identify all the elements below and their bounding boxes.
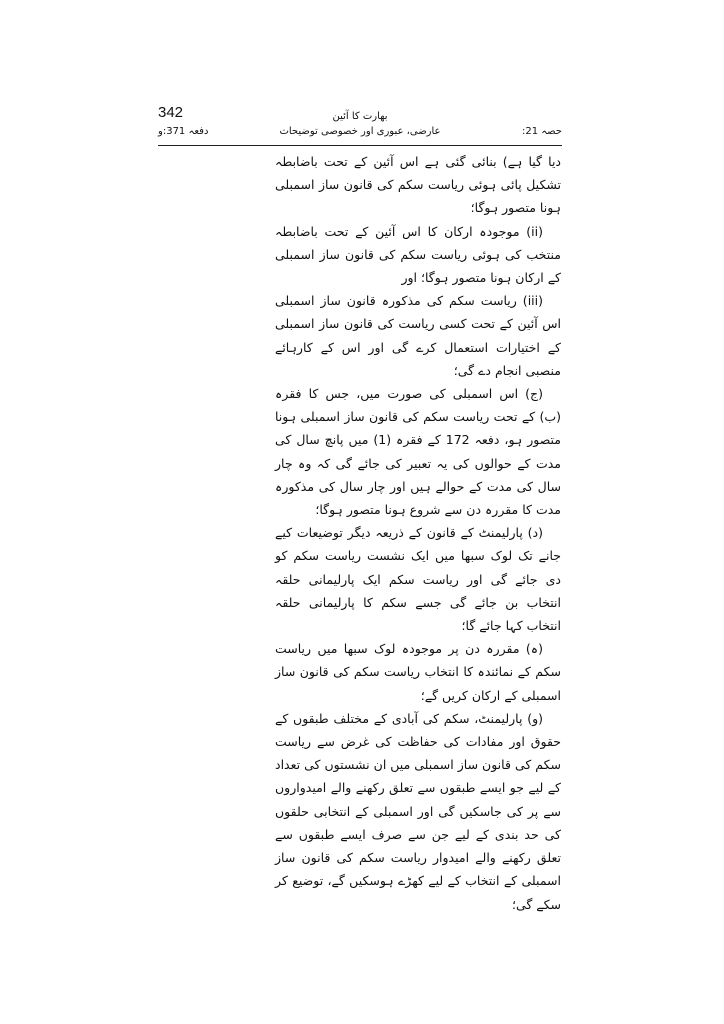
article-label: دفعہ 371:و (158, 126, 209, 137)
paragraph: (ii) موجودہ ارکان کا اس آئین کے تحت باضابطہ منتخب کی ہوئی ریاست سکم کی قانون ساز اسمبلی کے ارکان ہونا متصور ہوگا؛ اور (275, 223, 561, 286)
part-label: حصہ 21: (521, 126, 562, 137)
book-title: بھارت کا آئین (332, 111, 388, 122)
page-number: 342 (158, 104, 184, 121)
part-title: عارضی، عبوری اور خصوصی توضیحات (279, 126, 441, 137)
paragraph: (د) پارلیمنٹ کے قانون کے ذریعہ دیگر توضیعات کیے جانے تک لوک سبھا میں ایک نشست ریاست سکم کو دی جائے گی اور ریاست سکم ایک پارلیمانی حلقہ انتخاب بن جائے گی جسے سکم کا پارلیمانی حلقہ انتخاب کہا جائے گا؛ (275, 525, 561, 634)
header-divider (158, 145, 562, 146)
running-header (158, 126, 562, 144)
paragraph: (و) پارلیمنٹ، سکم کی آبادی کے مختلف طبقوں کے حقوق اور مفادات کی حفاظت کی غرض سے ریاست سکم کی قانون ساز اسمبلی میں ان نشستوں کی تعداد کے لیے جو ایسے طبقوں سے تعلق رکھنے والے امیدواروں سے پر کی جاسکیں گی اور اسمبلی کے انتخابی حلقوں کی حد بندی کے لیے جن سے صرف ایسے طبقوں سے تعلق رکھنے والے امیدوار ریاست سکم کی قانون ساز اسمبلی کے انتخاب کے لیے کھڑے ہوسکیں گے، توضیع کر سکے گی؛ (275, 710, 561, 912)
paragraph: (ہ) مقررہ دن پر موجودہ لوک سبھا میں ریاست سکم کے نمائندہ کا انتخاب ریاست سکم کی قانون ساز اسمبلی کے ارکان کریں گے؛ (275, 641, 561, 703)
paragraph: دیا گیا ہے) بنائی گئی ہے اس آئین کے تحت باضابطہ تشکیل پائی ہوئی ریاست سکم کی قانون ساز اسمبلی ہونا متصور ہوگا؛ (275, 154, 561, 216)
paragraph: (ج) اس اسمبلی کی صورت میں، جس کا فقرہ (ب) کے تحت ریاست سکم کی قانون ساز اسمبلی ہونا متصور ہو، دفعہ 172 کے فقرہ (1) میں پانچ سال کی مدت کے حوالوں کی یہ تعبیر کی جائے گی کہ وہ چار سال کی مدت کے حوالے ہیں اور چار سال کی مذکورہ مدت کا مقررہ دن سے شروع ہونا متصور ہوگا؛ (275, 386, 562, 518)
body-text (275, 150, 561, 916)
paragraph: (iii) ریاست سکم کی مذکورہ قانون ساز اسمبلی اس آئین کے تحت کسی ریاست کی قانون ساز اسمبلی کے اختیارات استعمال کرے گی اور اس کے کارہائے منصبی انجام دے گی؛ (275, 293, 561, 378)
